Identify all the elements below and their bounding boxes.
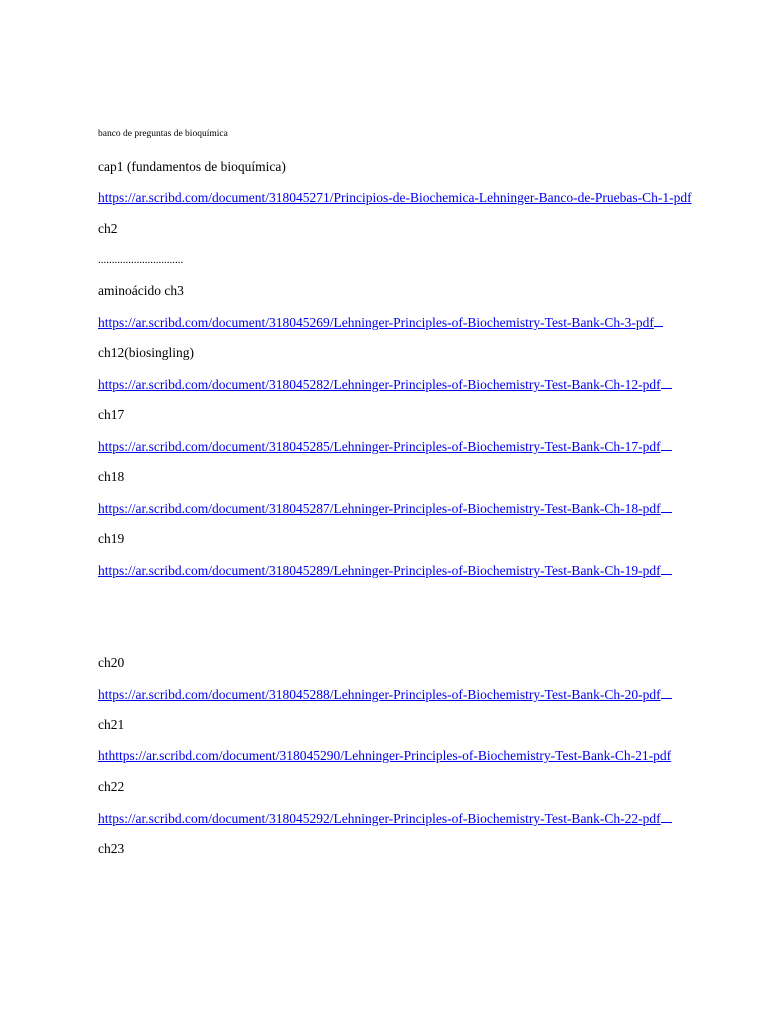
link-ch12-text[interactable]: https://ar.scribd.com/document/318045282/Lehninger-Principles-of-Biochemistry-Test-Bank-Ch-12-pdf bbox=[98, 377, 661, 392]
link-trailing-underline bbox=[661, 562, 672, 575]
link-ch22-text[interactable]: https://ar.scribd.com/document/318045292/Lehninger-Principles-of-Biochemistry-Test-Bank-Ch-22-pdf bbox=[98, 811, 661, 826]
link-trailing-underline bbox=[661, 686, 672, 699]
section-label-ch23: ch23 bbox=[98, 841, 125, 856]
section-label-ch20: ch20 bbox=[98, 655, 125, 670]
document-title: banco de preguntas de bioquímica bbox=[98, 129, 228, 139]
link-ch1-text[interactable]: https://ar.scribd.com/document/318045271/Principios-de-Biochemica-Lehninger-Banco-de-Pruebas-Ch-1-pdf bbox=[98, 190, 692, 205]
link-ch3-text[interactable]: https://ar.scribd.com/document/318045269/Lehninger-Principles-of-Biochemistry-Test-Bank-Ch-3-pdf bbox=[98, 315, 654, 330]
link-trailing-underline bbox=[661, 500, 672, 513]
dotted-placeholder: ............................... bbox=[98, 254, 184, 266]
link-trailing-underline bbox=[661, 438, 672, 451]
link-ch21[interactable] bbox=[98, 748, 671, 764]
link-ch20-text[interactable]: https://ar.scribd.com/document/318045288/Lehninger-Principles-of-Biochemistry-Test-Bank-Ch-20-pdf bbox=[98, 687, 661, 702]
link-ch18[interactable] bbox=[98, 500, 672, 517]
link-ch12[interactable] bbox=[98, 376, 672, 393]
link-trailing-underline bbox=[661, 376, 672, 389]
section-label-ch22: ch22 bbox=[98, 779, 125, 794]
link-ch21-text[interactable]: hthttps://ar.scribd.com/document/318045290/Lehninger-Principles-of-Biochemistry-Test-Bank-Ch-21-pdf bbox=[98, 748, 672, 763]
link-trailing-underline bbox=[661, 810, 672, 823]
link-trailing-underline bbox=[654, 314, 663, 327]
link-ch18-text[interactable]: https://ar.scribd.com/document/318045287/Lehninger-Principles-of-Biochemistry-Test-Bank-Ch-18-pdf bbox=[98, 501, 661, 516]
link-ch20[interactable] bbox=[98, 686, 672, 703]
section-label-ch17: ch17 bbox=[98, 407, 125, 422]
section-label-ch19: ch19 bbox=[98, 531, 125, 546]
link-ch17-text[interactable]: https://ar.scribd.com/document/318045285/Lehninger-Principles-of-Biochemistry-Test-Bank-Ch-17-pdf bbox=[98, 439, 661, 454]
section-label-ch18: ch18 bbox=[98, 469, 125, 484]
link-ch22[interactable] bbox=[98, 810, 672, 827]
section-label-ch12: ch12(biosingling) bbox=[98, 345, 194, 360]
link-ch3[interactable] bbox=[98, 314, 663, 331]
section-label-ch2: ch2 bbox=[98, 221, 118, 236]
link-ch17[interactable] bbox=[98, 438, 672, 455]
link-ch19-text[interactable]: https://ar.scribd.com/document/318045289/Lehninger-Principles-of-Biochemistry-Test-Bank-Ch-19-pdf bbox=[98, 563, 661, 578]
link-ch1[interactable] bbox=[98, 190, 692, 206]
section-label-cap1: cap1 (fundamentos de bioquímica) bbox=[98, 159, 286, 174]
section-label-ch21: ch21 bbox=[98, 717, 125, 732]
link-ch19[interactable] bbox=[98, 562, 672, 579]
section-label-ch3: aminoácido ch3 bbox=[98, 283, 184, 298]
